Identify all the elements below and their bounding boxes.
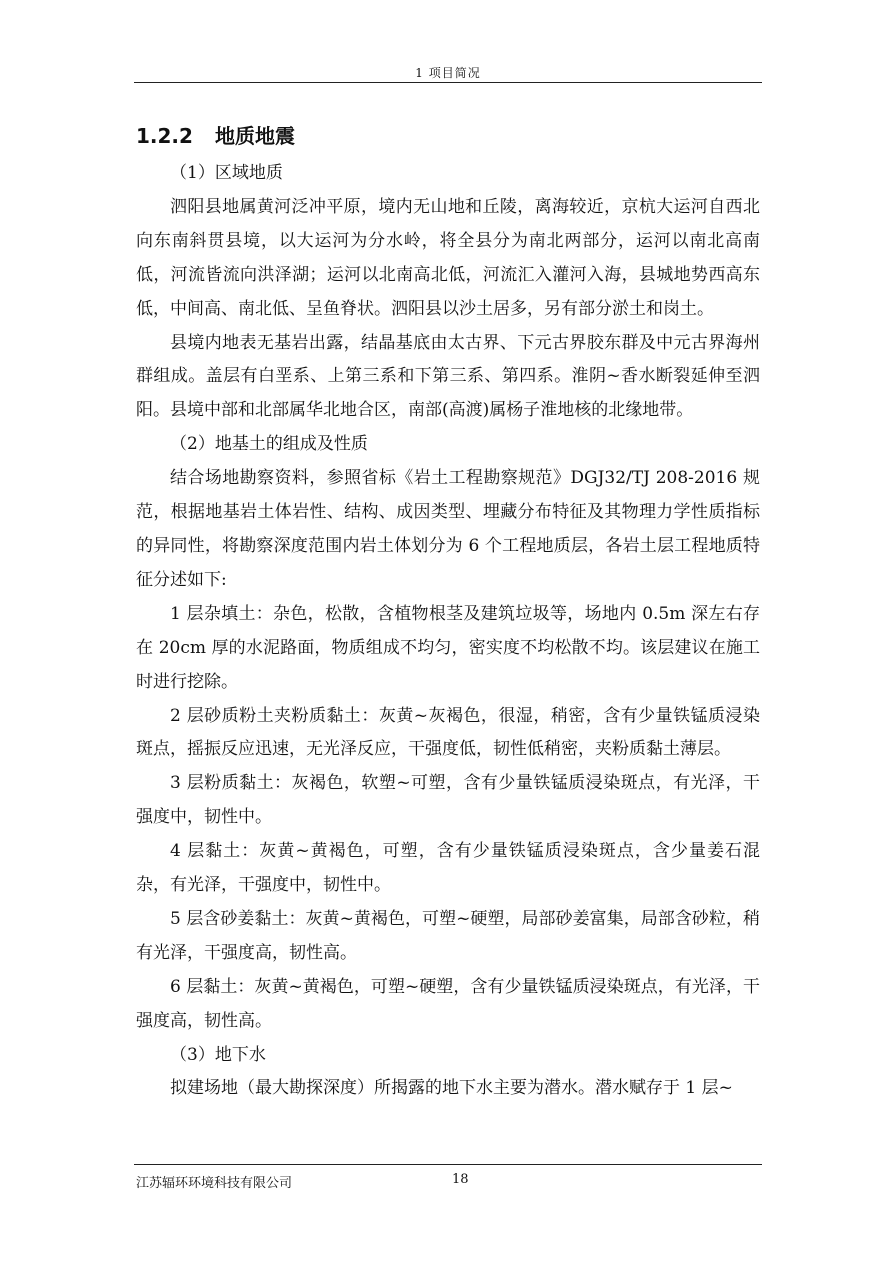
paragraph-layer-1: 1 层杂填土：杂色，松散，含植物根茎及建筑垃圾等，场地内 0.5m 深左右存在 20cm 厚的水泥路面，物质组成不均匀，密实度不均松散不均。该层建议在施工时进行挖除。 [136,603,760,692]
body-text [136,157,760,1106]
paragraph-layer-2: 2 层砂质粉土夹粉质黏土：灰黄~灰褐色，很湿，稍密，含有少量铁锰质浸染斑点，摇振反应迅速，无光泽反应，干强度低，韧性低稍密，夹粉质黏土薄层。 [136,705,760,760]
paragraph-bedrock: 县境内地表无基岩出露，结晶基底由太古界、下元古界胶东群及中元古界海州群组成。盖层有白垩系、上第三系和下第三系、第四系。淮阴~香水断裂延伸至泗阳。县境中部和北部属华北地合区，南部(高渡)属杨子淮地核的北缘地带。 [136,332,760,421]
paragraph-groundwater: 拟建场地（最大勘探深度）所揭露的地下水主要为潜水。潜水赋存于 1 层~ [170,1078,733,1099]
section-heading [136,120,295,149]
page-header: 1 项目简况 [415,66,481,80]
section-number: 1.2.2 [136,124,193,148]
paragraph-terrain: 泗阳县地属黄河泛冲平原，境内无山地和丘陵，离海较近，京杭大运河自西北向东南斜贯县境，以大运河为分水岭，将全县分为南北两部分，运河以南北高南低，河流皆流向洪泽湖；运河以北南高北低，河流汇入灌河入海，县城地势西高东低，中间高、南北低、呈鱼脊状。泗阳县以沙土居多，另有部分淤土和岗土。 [136,196,760,319]
subsection-heading-regional-geology: （1）区域地质 [170,163,283,183]
subsection-heading-groundwater: （3）地下水 [170,1044,266,1065]
paragraph-layer-6: 6 层黏土：灰黄~黄褐色，可塑~硬塑，含有少量铁锰质浸染斑点，有光泽，干强度高，韧性高。 [136,976,760,1031]
footer-divider [134,1164,762,1165]
paragraph-layer-3: 3 层粉质黏土：灰褐色，软塑~可塑，含有少量铁锰质浸染斑点，有光泽，干强度中，韧性中。 [136,773,760,828]
header-divider [134,82,762,83]
paragraph-layer-5: 5 层含砂姜黏土：灰黄~黄褐色，可塑~硬塑，局部砂姜富集，局部含砂粒，稍有光泽，干强度高，韧性高。 [136,908,760,963]
section-title: 地质地震 [214,124,295,148]
subsection-heading-foundation-soil: （2）地基土的组成及性质 [170,434,368,455]
paragraph-survey-basis: 结合场地勘察资料，参照省标《岩土工程勘察规范》DGJ32/TJ 208-2016 规范，根据地基岩土体岩性、结构、成因类型、埋藏分布特征及其物理力学性质指标的异同性，将勘察深度范围内岩土体划分为 6 个工程地质层，各岩土层工程地质特征分述如下: [136,468,760,590]
footer-company: 江苏辐环环境科技有限公司 [136,1176,293,1191]
paragraph-layer-4: 4 层黏土：灰黄~黄褐色，可塑，含有少量铁锰质浸染斑点，含少量姜石混杂，有光泽，干强度中，韧性中。 [136,841,760,896]
page-number: 18 [452,1172,469,1187]
